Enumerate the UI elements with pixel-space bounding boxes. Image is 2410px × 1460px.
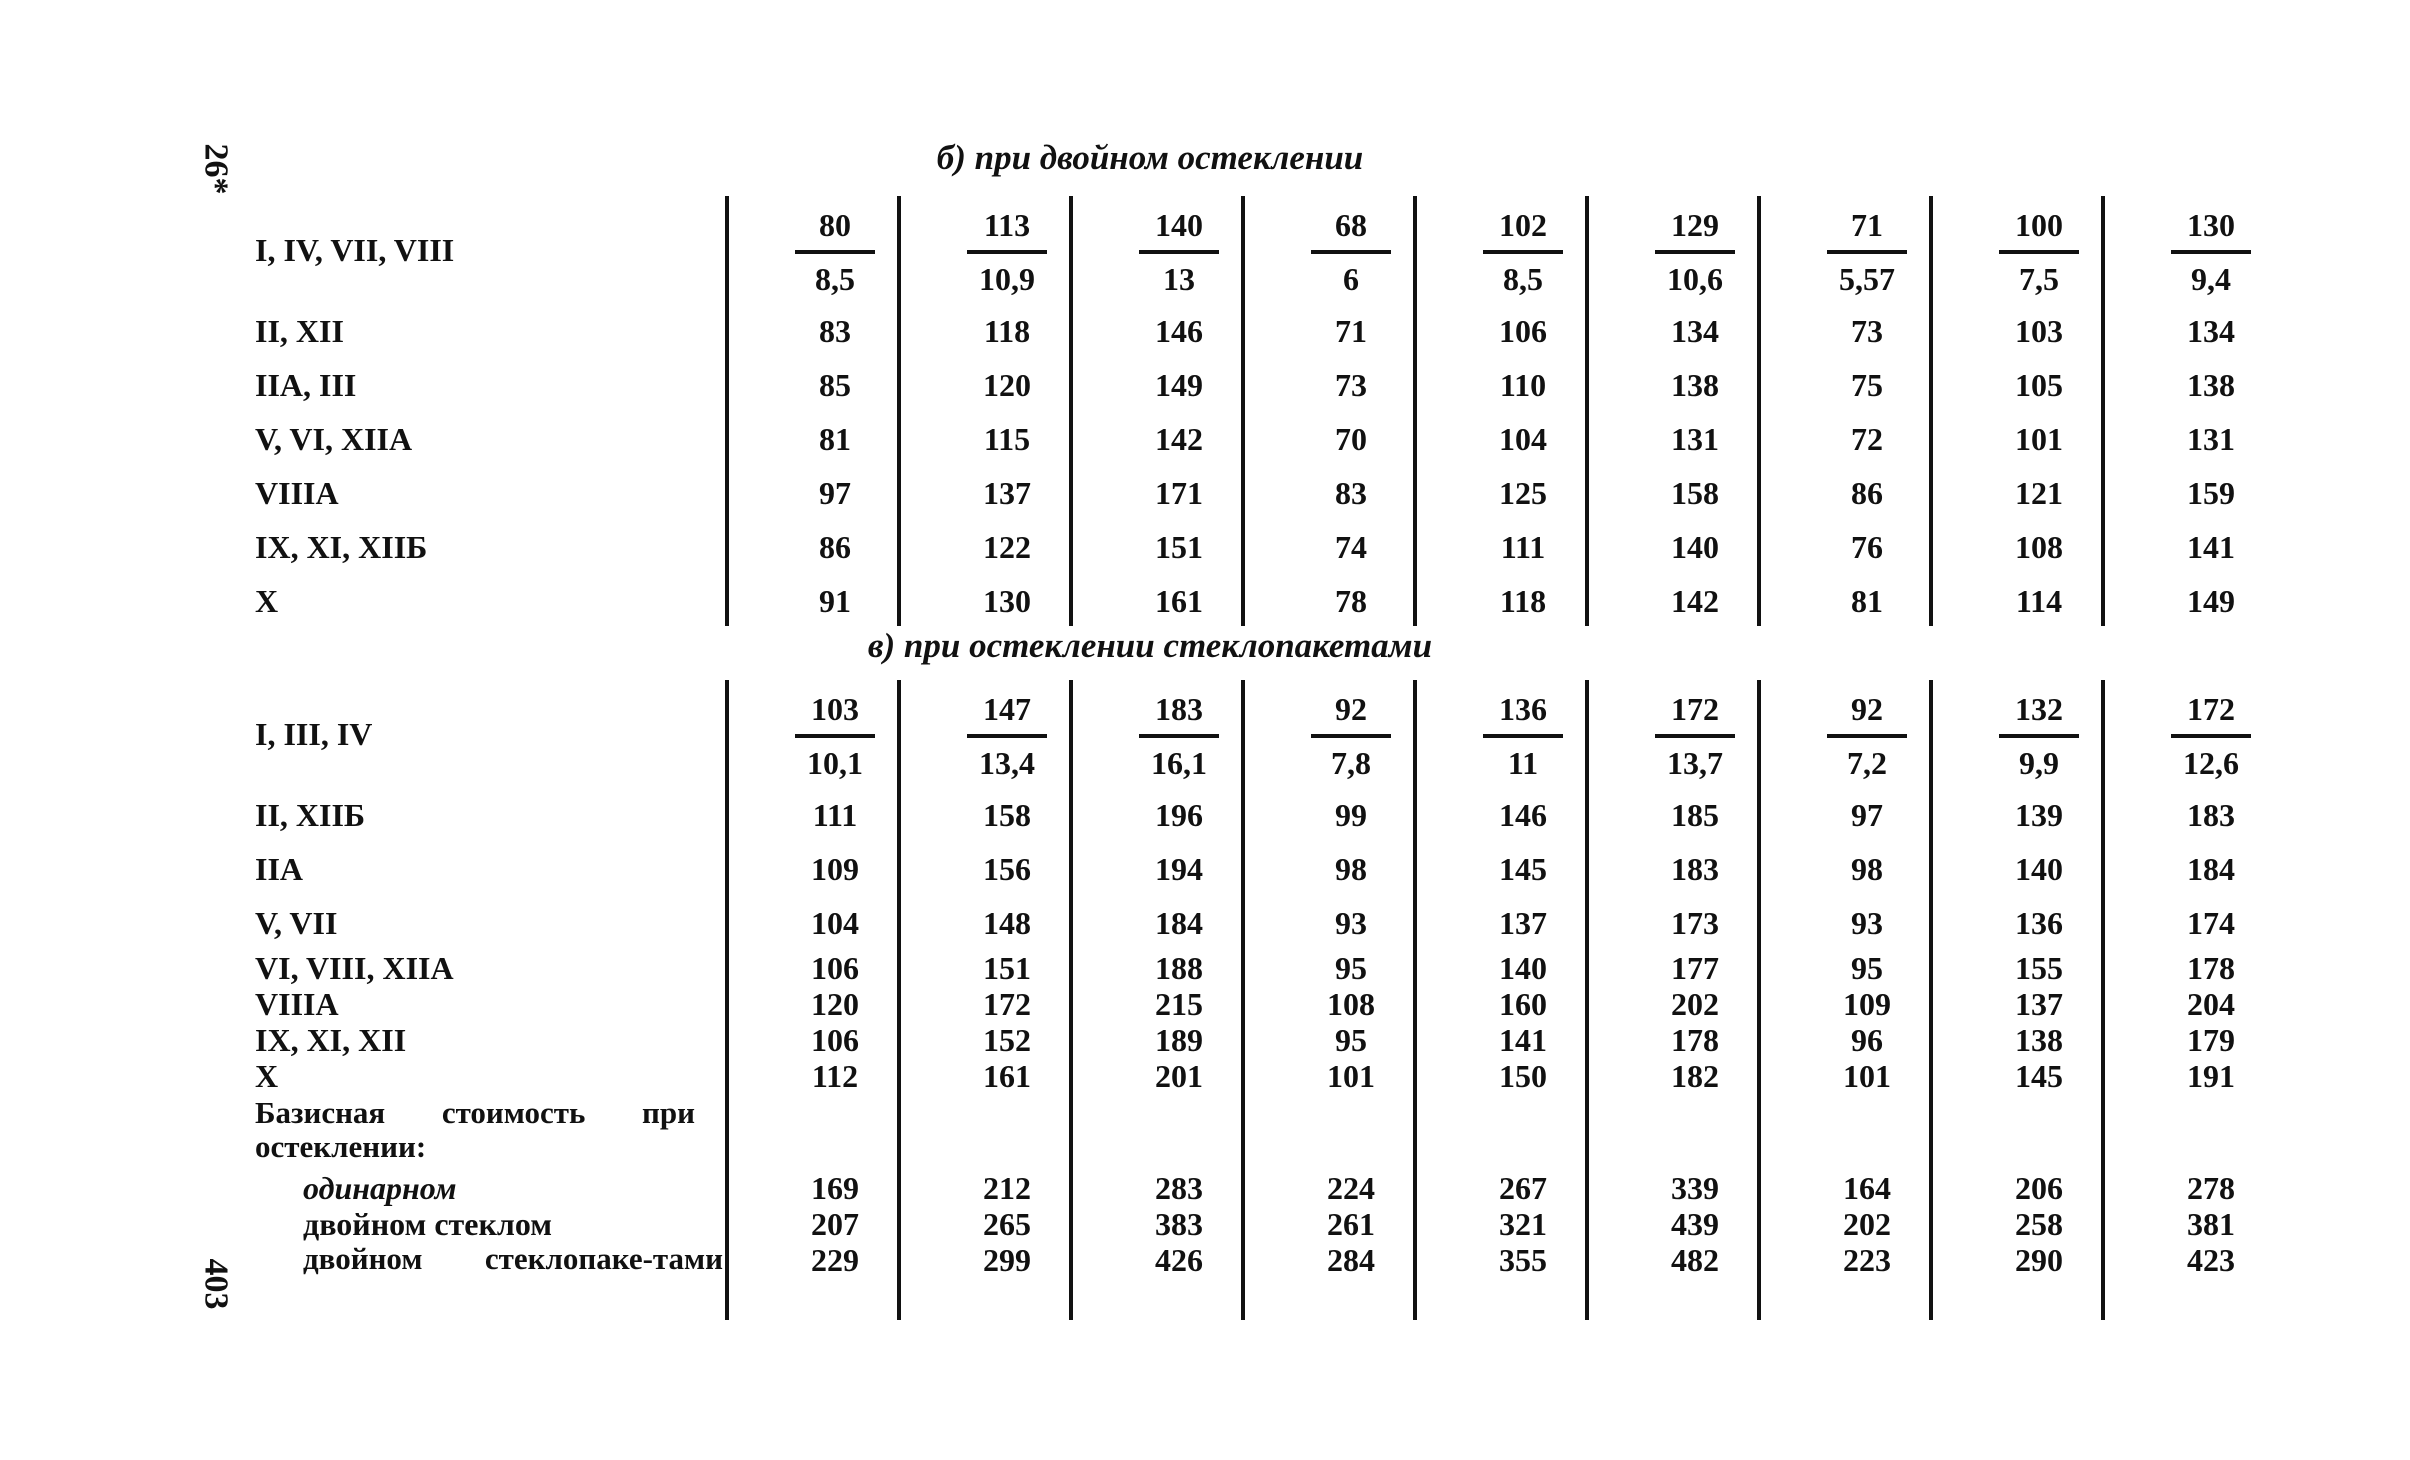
table-cell: 204: [2187, 986, 2235, 1022]
table-cell: 73: [1851, 313, 1883, 349]
cell-denominator: 9,4: [2191, 261, 2231, 297]
cell-numerator: 80: [819, 207, 851, 243]
table-cell: 125: [1499, 475, 1547, 511]
table-cell: 183: [2187, 797, 2235, 833]
table-cell: 138: [1671, 367, 1719, 403]
base-cost-caption-row: [255, 1096, 2240, 1168]
table-cell: 141: [2187, 529, 2235, 565]
table-cell: 138: [2187, 367, 2235, 403]
table-cell: 160: [1499, 986, 1547, 1022]
base-cost-row: [255, 1170, 2240, 1206]
table-cell: 224: [1327, 1170, 1375, 1206]
row-label: I, III, IV: [255, 716, 373, 752]
table-cell: 156: [983, 851, 1031, 887]
section-b-title: б) при двойном остеклении: [936, 138, 1364, 177]
cell-numerator: 100: [2015, 207, 2063, 243]
table-cell: 150: [1499, 1058, 1547, 1094]
cell-numerator: 71: [1851, 207, 1883, 243]
cell-denominator: 7,5: [2019, 261, 2059, 297]
table-cell: 283: [1155, 1170, 1203, 1206]
cell-denominator: 13: [1163, 261, 1195, 297]
table-cell: 83: [1335, 475, 1367, 511]
table-cell: 381: [2187, 1206, 2235, 1242]
table-cell: 178: [1671, 1022, 1719, 1058]
table-cell: 131: [1671, 421, 1719, 457]
cell-numerator: 172: [1671, 691, 1719, 727]
cell-denominator: 10,6: [1667, 261, 1723, 297]
table-cell: 104: [811, 905, 859, 941]
cell-denominator: 9,9: [2019, 745, 2059, 781]
table-cell: 155: [2015, 950, 2063, 986]
table-cell: 70: [1335, 421, 1367, 457]
table-cell: 105: [2015, 367, 2063, 403]
cell-numerator: 103: [811, 691, 859, 727]
table-cell: 423: [2187, 1242, 2235, 1278]
table-cell: 194: [1155, 851, 1203, 887]
table-cell: 81: [819, 421, 851, 457]
table-row: [255, 950, 2240, 986]
table-cell: 355: [1499, 1242, 1547, 1278]
table-cell: 134: [2187, 313, 2235, 349]
row-label: одинарном: [303, 1170, 457, 1206]
table-cell: 172: [983, 986, 1031, 1022]
table-cell: 207: [811, 1206, 859, 1242]
table-cell: 482: [1671, 1242, 1719, 1278]
table-row: [255, 520, 2240, 574]
table-cell: 85: [819, 367, 851, 403]
table-cell: 191: [2187, 1058, 2235, 1094]
section-v-title: в) при остеклении стеклопакетами: [867, 626, 1433, 665]
table-cell: 137: [983, 475, 1031, 511]
table-cell: 161: [983, 1058, 1031, 1094]
table-cell: 146: [1155, 313, 1203, 349]
table-cell: 95: [1851, 950, 1883, 986]
table-cell: 184: [2187, 851, 2235, 887]
row-label: VIIIA: [255, 475, 339, 511]
table-cell: 78: [1335, 583, 1367, 619]
table-cell: 76: [1851, 529, 1883, 565]
row-label: IIA, III: [255, 367, 357, 403]
table-cell: 212: [983, 1170, 1031, 1206]
table-cell: 151: [983, 950, 1031, 986]
table-cell: 174: [2187, 905, 2235, 941]
row-label: X: [255, 583, 279, 619]
base-cost-row: [255, 1242, 2240, 1314]
table-cell: 109: [1843, 986, 1891, 1022]
cell-denominator: 10,9: [979, 261, 1035, 297]
cell-denominator: 10,1: [807, 745, 863, 781]
table-cell: 101: [1327, 1058, 1375, 1094]
table-cell: 91: [819, 583, 851, 619]
table-cell: 112: [811, 1058, 859, 1094]
table-cell: 178: [2187, 950, 2235, 986]
table-row: [255, 1022, 2240, 1058]
table-cell: 95: [1335, 950, 1367, 986]
table-row: [255, 896, 2240, 950]
table-cell: 265: [983, 1206, 1031, 1242]
table-cell: 164: [1843, 1170, 1891, 1206]
table-cell: 130: [983, 583, 1031, 619]
table-cell: 223: [1843, 1242, 1891, 1278]
base-cost-caption: Базисная стоимость при остеклении:: [255, 1095, 695, 1164]
table-cell: 95: [1335, 1022, 1367, 1058]
section-v-table: [255, 680, 2240, 1320]
table-cell: 177: [1671, 950, 1719, 986]
table-cell: 121: [2015, 475, 2063, 511]
table-cell: 98: [1335, 851, 1367, 887]
table-cell: 101: [1843, 1058, 1891, 1094]
table-cell: 134: [1671, 313, 1719, 349]
signature-mark: 26*: [197, 143, 235, 195]
cell-denominator: 12,6: [2183, 745, 2239, 781]
table-row-fraction: [255, 196, 2240, 304]
row-label: IIA: [255, 851, 304, 887]
table-cell: 290: [2015, 1242, 2063, 1278]
table-cell: 103: [2015, 313, 2063, 349]
table-cell: 278: [2187, 1170, 2235, 1206]
table-cell: 97: [819, 475, 851, 511]
table-cell: 114: [2015, 583, 2063, 619]
table-cell: 120: [811, 986, 859, 1022]
table-cell: 118: [1499, 583, 1547, 619]
table-cell: 159: [2187, 475, 2235, 511]
row-label: II, XII: [255, 313, 344, 349]
table-cell: 83: [819, 313, 851, 349]
cell-numerator: 132: [2015, 691, 2063, 727]
table-cell: 104: [1499, 421, 1547, 457]
cell-denominator: 6: [1343, 261, 1359, 297]
cell-numerator: 92: [1335, 691, 1367, 727]
table-cell: 183: [1671, 851, 1719, 887]
cell-numerator: 68: [1335, 207, 1367, 243]
table-cell: 106: [811, 1022, 859, 1058]
cell-numerator: 136: [1499, 691, 1547, 727]
cell-numerator: 130: [2187, 207, 2235, 243]
cell-numerator: 147: [983, 691, 1031, 727]
table-cell: 74: [1335, 529, 1367, 565]
table-cell: 321: [1499, 1206, 1547, 1242]
cell-numerator: 113: [983, 207, 1031, 243]
row-label: двойном стеклопаке-тами: [303, 1241, 723, 1276]
table-cell: 189: [1155, 1022, 1203, 1058]
table-cell: 99: [1335, 797, 1367, 833]
table-cell: 137: [2015, 986, 2063, 1022]
table-cell: 101: [2015, 421, 2063, 457]
table-cell: 141: [1499, 1022, 1547, 1058]
row-label: IX, XI, XII: [255, 1022, 407, 1058]
row-label: I, IV, VII, VIII: [255, 232, 455, 268]
table-cell: 108: [1327, 986, 1375, 1022]
table-cell: 383: [1155, 1206, 1203, 1242]
row-label: VI, VIII, XIIA: [255, 950, 454, 986]
cell-numerator: 92: [1851, 691, 1883, 727]
table-cell: 86: [819, 529, 851, 565]
table-cell: 137: [1499, 905, 1547, 941]
table-cell: 120: [983, 367, 1031, 403]
table-row: [255, 358, 2240, 412]
table-row: [255, 304, 2240, 358]
table-cell: 96: [1851, 1022, 1883, 1058]
table-cell: 188: [1155, 950, 1203, 986]
table-cell: 93: [1335, 905, 1367, 941]
table-cell: 106: [1499, 313, 1547, 349]
table-cell: 149: [2187, 583, 2235, 619]
table-cell: 73: [1335, 367, 1367, 403]
cell-denominator: 16,1: [1151, 745, 1207, 781]
table-cell: 131: [2187, 421, 2235, 457]
table-cell: 284: [1327, 1242, 1375, 1278]
table-row: [255, 788, 2240, 842]
table-cell: 184: [1155, 905, 1203, 941]
row-label: IX, XI, XIIБ: [255, 529, 428, 565]
table-cell: 138: [2015, 1022, 2063, 1058]
table-row-fraction: [255, 680, 2240, 788]
table-row: [255, 466, 2240, 520]
section-b-table: [255, 196, 2240, 626]
table-cell: 171: [1155, 475, 1203, 511]
table-cell: 426: [1155, 1242, 1203, 1278]
base-cost-row: [255, 1206, 2240, 1242]
table-cell: 106: [811, 950, 859, 986]
row-label: VIIIA: [255, 986, 339, 1022]
table-cell: 202: [1843, 1206, 1891, 1242]
row-label: V, VI, XIIA: [255, 421, 413, 457]
table-cell: 169: [811, 1170, 859, 1206]
cell-denominator: 7,2: [1847, 745, 1887, 781]
row-label: II, XIIБ: [255, 797, 366, 833]
table-cell: 206: [2015, 1170, 2063, 1206]
table-cell: 146: [1499, 797, 1547, 833]
table-cell: 152: [983, 1022, 1031, 1058]
table-cell: 98: [1851, 851, 1883, 887]
table-cell: 140: [1499, 950, 1547, 986]
table-cell: 261: [1327, 1206, 1375, 1242]
cell-denominator: 8,5: [815, 261, 855, 297]
table-cell: 118: [983, 313, 1031, 349]
cell-numerator: 172: [2187, 691, 2235, 727]
table-cell: 142: [1155, 421, 1203, 457]
table-cell: 145: [2015, 1058, 2063, 1094]
cell-numerator: 183: [1155, 691, 1203, 727]
table-cell: 122: [983, 529, 1031, 565]
table-cell: 97: [1851, 797, 1883, 833]
table-cell: 339: [1671, 1170, 1719, 1206]
table-cell: 151: [1155, 529, 1203, 565]
table-cell: 158: [983, 797, 1031, 833]
table-cell: 145: [1499, 851, 1547, 887]
table-cell: 299: [983, 1242, 1031, 1278]
table-cell: 148: [983, 905, 1031, 941]
table-cell: 81: [1851, 583, 1883, 619]
cell-numerator: 129: [1671, 207, 1719, 243]
table-cell: 139: [2015, 797, 2063, 833]
row-label: X: [255, 1058, 279, 1094]
table-cell: 136: [2015, 905, 2063, 941]
table-cell: 173: [1671, 905, 1719, 941]
table-cell: 229: [811, 1242, 859, 1278]
table-row: [255, 1058, 2240, 1094]
table-cell: 109: [811, 851, 859, 887]
table-row: [255, 412, 2240, 466]
table-cell: 215: [1155, 986, 1203, 1022]
table-cell: 158: [1671, 475, 1719, 511]
table-cell: 182: [1671, 1058, 1719, 1094]
table-cell: 196: [1155, 797, 1203, 833]
cell-denominator: 13,7: [1667, 745, 1723, 781]
table-cell: 179: [2187, 1022, 2235, 1058]
table-row: [255, 842, 2240, 896]
table-cell: 149: [1155, 367, 1203, 403]
table-cell: 72: [1851, 421, 1883, 457]
table-cell: 140: [1671, 529, 1719, 565]
table-cell: 93: [1851, 905, 1883, 941]
table-cell: 111: [812, 797, 858, 833]
cell-denominator: 5,57: [1839, 261, 1895, 297]
table-row: [255, 986, 2240, 1022]
table-cell: 202: [1671, 986, 1719, 1022]
table-cell: 140: [2015, 851, 2063, 887]
table-row: [255, 574, 2240, 628]
table-cell: 267: [1499, 1170, 1547, 1206]
cell-numerator: 102: [1499, 207, 1547, 243]
table-cell: 111: [1500, 529, 1546, 565]
cell-denominator: 8,5: [1503, 261, 1543, 297]
table-cell: 258: [2015, 1206, 2063, 1242]
cell-denominator: 11: [1507, 745, 1539, 781]
table-cell: 439: [1671, 1206, 1719, 1242]
cell-denominator: 13,4: [979, 745, 1035, 781]
table-cell: 161: [1155, 583, 1203, 619]
cell-numerator: 140: [1155, 207, 1203, 243]
cell-denominator: 7,8: [1331, 745, 1371, 781]
table-cell: 71: [1335, 313, 1367, 349]
table-cell: 142: [1671, 583, 1719, 619]
table-cell: 108: [2015, 529, 2063, 565]
table-cell: 185: [1671, 797, 1719, 833]
page-number: 403: [197, 1258, 235, 1310]
table-cell: 86: [1851, 475, 1883, 511]
row-label: двойном стеклом: [303, 1206, 553, 1242]
table-cell: 75: [1851, 367, 1883, 403]
row-label: V, VII: [255, 905, 338, 941]
table-cell: 201: [1155, 1058, 1203, 1094]
table-cell: 110: [1499, 367, 1547, 403]
table-cell: 115: [983, 421, 1031, 457]
